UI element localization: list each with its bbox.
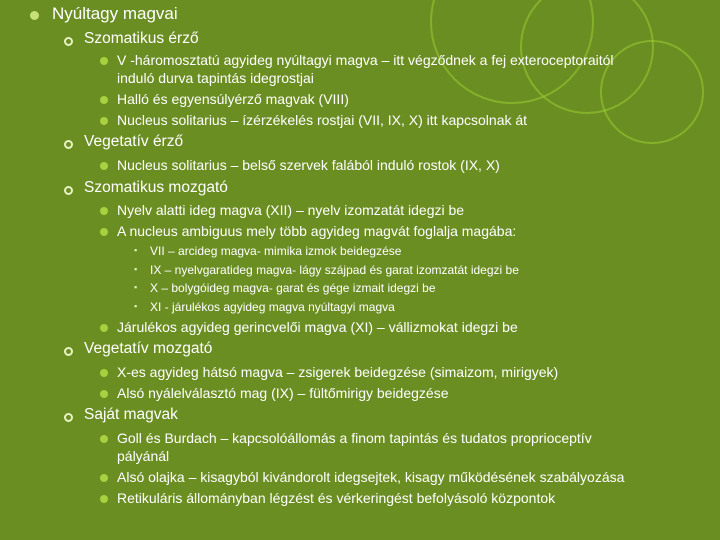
item-bullet-icon (100, 117, 108, 125)
section-heading: Saját magvak (84, 406, 178, 423)
sub-list-item: X – bolygóideg magva- garat és gége izmait idegzi be (150, 281, 436, 295)
list-item: Alsó nyálelválasztó mag (IX) – fültőmirigy beidegzése (117, 385, 449, 401)
list-item-continuation: pályánál (117, 448, 170, 464)
section-heading: Szomatikus érző (84, 30, 199, 47)
list-item: Retikuláris állományban légzést és vérkeringést befolyásoló központok (117, 490, 556, 506)
item-bullet-icon (100, 324, 108, 332)
list-item: V -háromosztatú agyideg nyúltagyi magva – itt végződnek a fej exteroceptoraitól (117, 52, 614, 68)
title-bullet-icon (30, 11, 39, 20)
sub-list-item: IX – nyelvgaratideg magva- lágy szájpad és garat izomzatát idegzi be (150, 263, 519, 277)
slide-title: Nyúltagy magvai (52, 4, 178, 23)
subitem-bullet-icon: ▪ (134, 264, 138, 274)
list-item: Nucleus solitarius – belső szervek falából induló rostok (IX, X) (117, 157, 500, 173)
section-bullet-icon (64, 413, 73, 422)
list-item: Goll és Burdach – kapcsolóállomás a finom tapintás és tudatos proprioceptív (117, 430, 592, 446)
section-bullet-icon (64, 37, 73, 46)
list-item: Alsó olajka – kisagyból kivándorolt idegsejtek, kisagy működésének szabályozása (117, 469, 625, 485)
list-item: Halló és egyensúlyérző magvak (VIII) (117, 91, 349, 107)
subitem-bullet-icon: ▪ (134, 282, 138, 292)
item-bullet-icon (100, 162, 108, 170)
section-bullet-icon (64, 140, 73, 149)
item-bullet-icon (100, 96, 108, 104)
list-item: X-es agyideg hátsó magva – zsigerek beidegzése (simaizom, mirigyek) (117, 364, 559, 380)
item-bullet-icon (100, 390, 108, 398)
item-bullet-icon (100, 57, 108, 65)
list-item: Járulékos agyideg gerincvelői magva (XI) – vállizmokat idegzi be (117, 319, 518, 335)
item-bullet-icon (100, 207, 108, 215)
item-bullet-icon (100, 228, 108, 236)
item-bullet-icon (100, 474, 108, 482)
item-bullet-icon (100, 495, 108, 503)
section-heading: Szomatikus mozgató (84, 179, 228, 196)
item-bullet-icon (100, 435, 108, 443)
sub-list-item: VII – arcideg magva- mimika izmok beidegzése (150, 244, 402, 258)
list-item-continuation: induló durva tapintás idegrostjai (117, 70, 314, 86)
list-item: A nucleus ambiguus mely több agyideg magvát foglalja magába: (117, 223, 517, 239)
subitem-bullet-icon: ▪ (134, 245, 138, 255)
subitem-bullet-icon: ▪ (134, 301, 138, 311)
section-heading: Vegetatív mozgató (84, 340, 213, 357)
item-bullet-icon (100, 369, 108, 377)
section-heading: Vegetatív érző (84, 133, 184, 150)
section-bullet-icon (64, 347, 73, 356)
section-bullet-icon (64, 186, 73, 195)
sub-list-item: XI - járulékos agyideg magva nyúltagyi magva (150, 300, 395, 314)
list-item: Nucleus solitarius – ízérzékelés rostjai (VII, IX, X) itt kapcsolnak át (117, 112, 528, 128)
list-item: Nyelv alatti ideg magva (XII) – nyelv izomzatát idegzi be (117, 202, 465, 218)
